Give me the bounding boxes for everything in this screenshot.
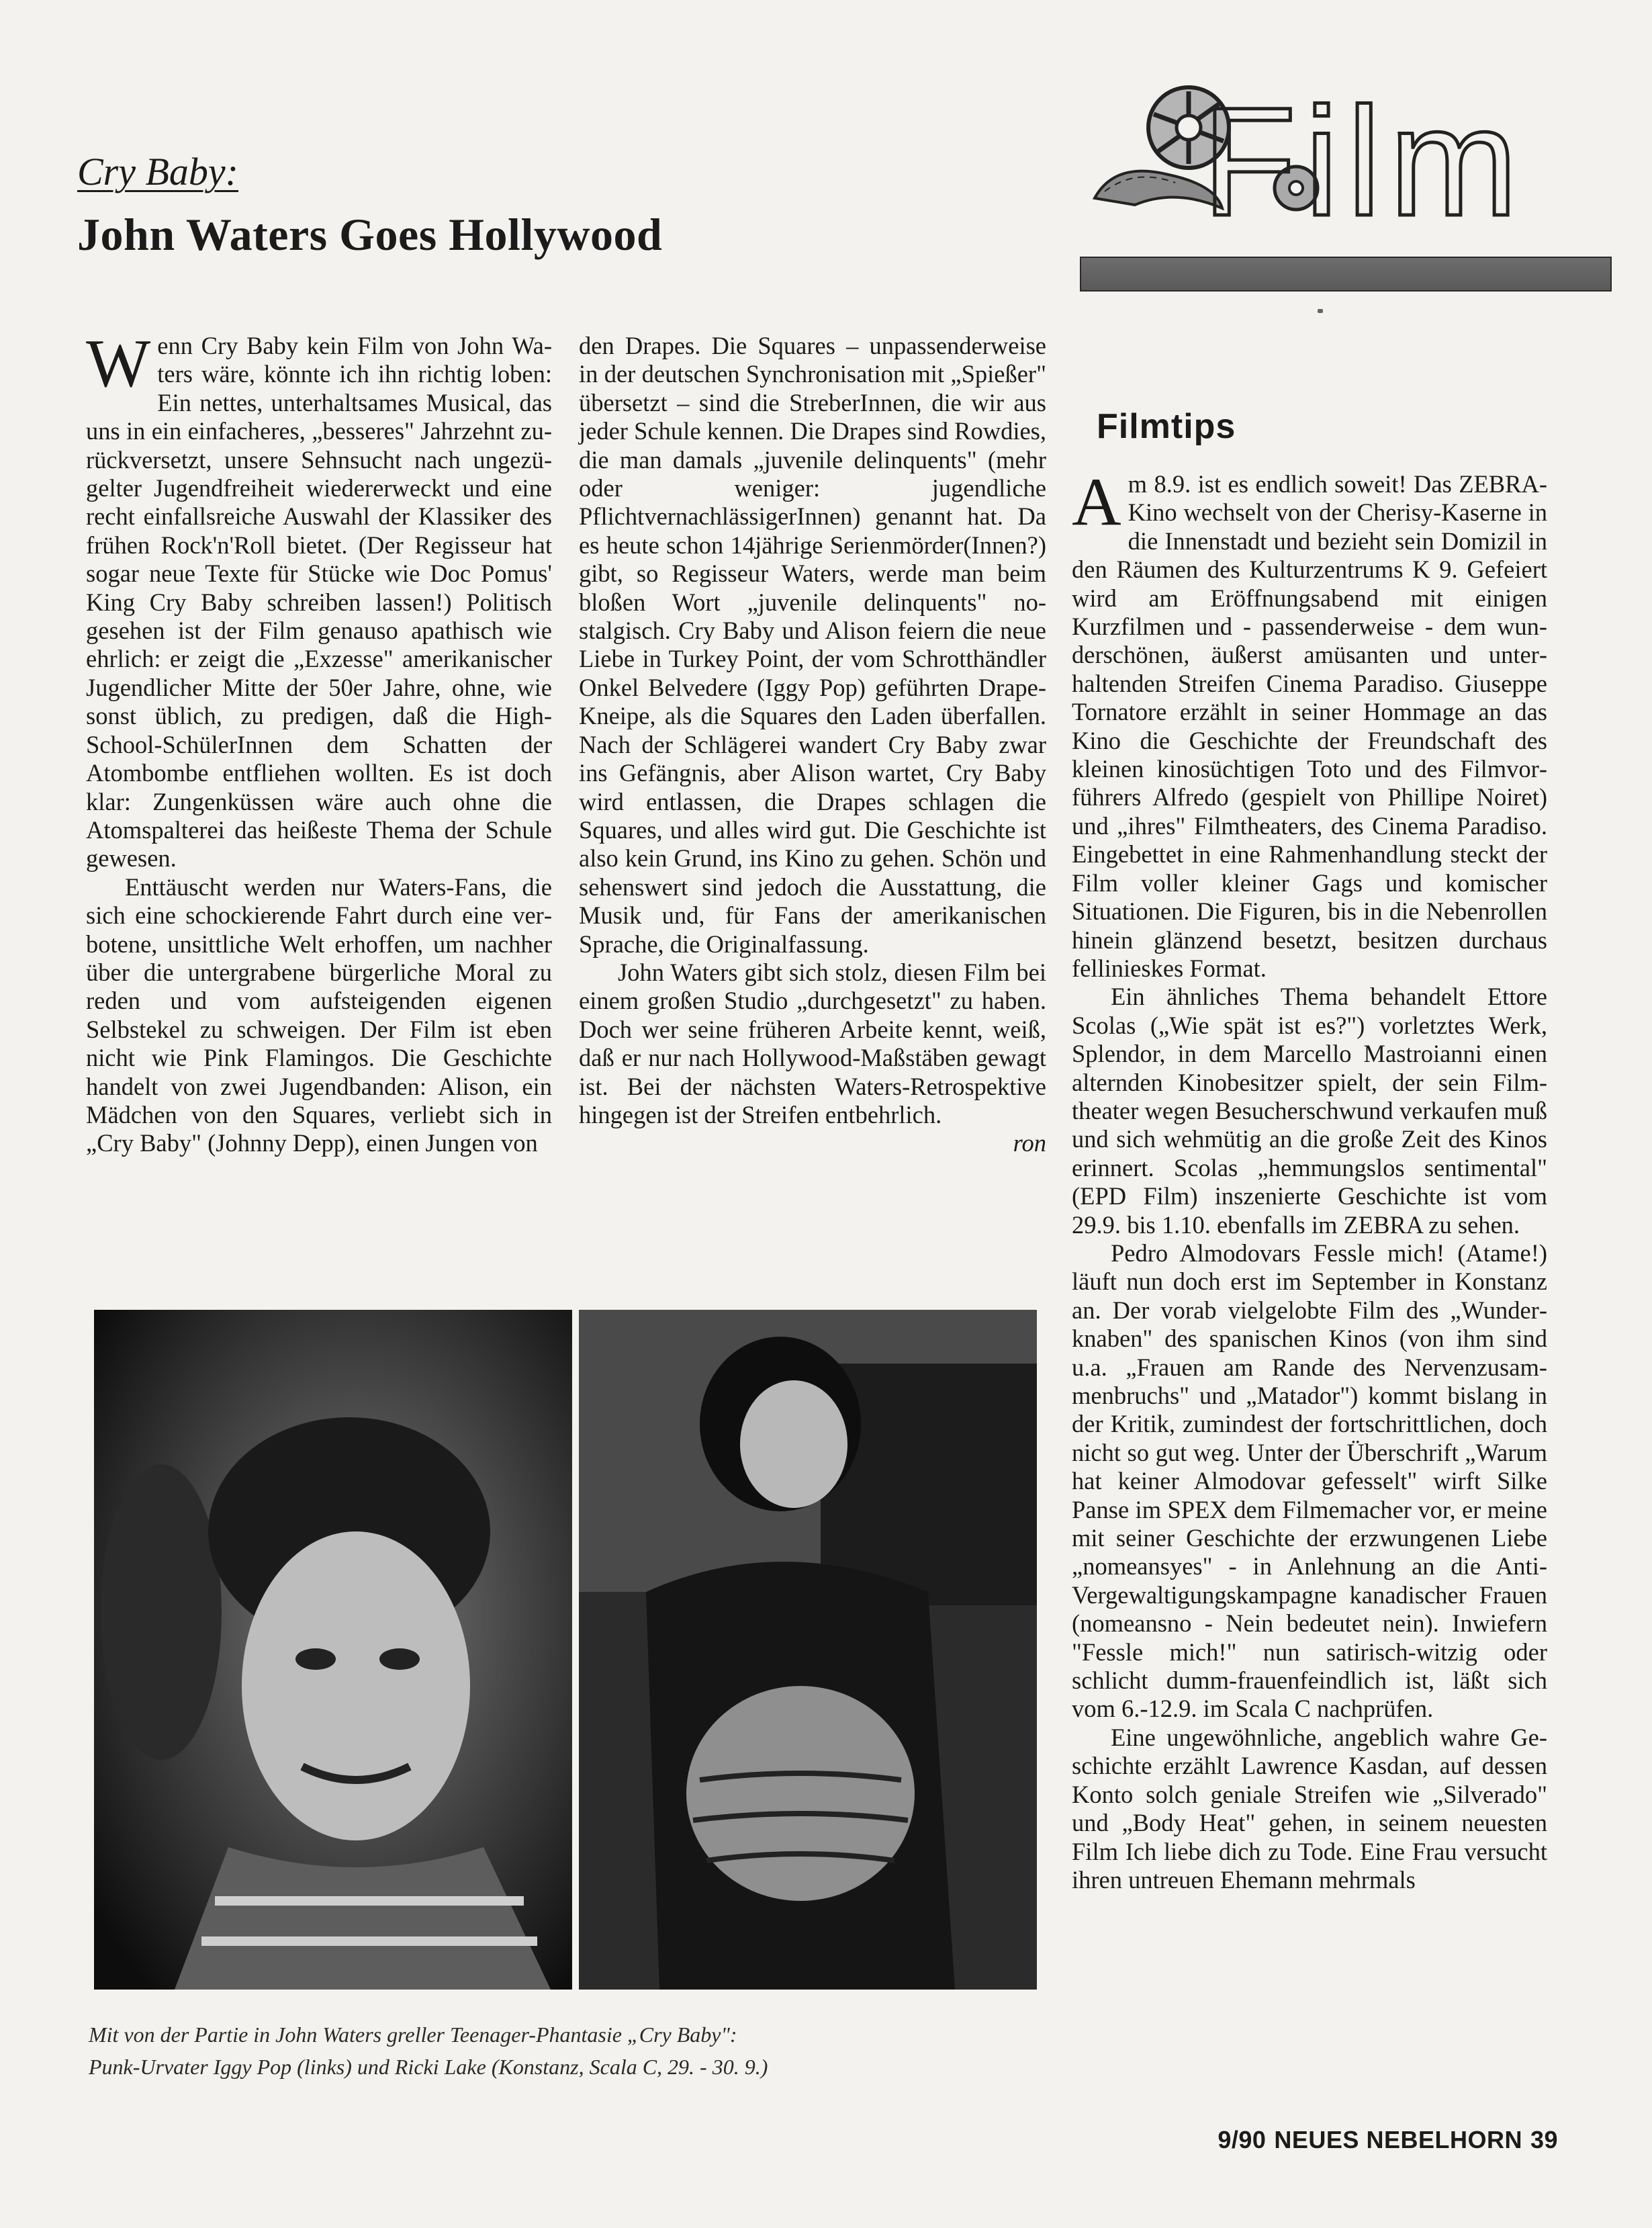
film-section-logo	[1074, 74, 1612, 235]
caption-line: Punk-Urvater Iggy Pop (links) und Ricki Lake (Konstanz, Scala C, 29. - 30. 9.)	[89, 2055, 768, 2079]
magazine-name: NEUES NEBELHORN	[1274, 2126, 1522, 2153]
section-bar	[1080, 257, 1612, 292]
issue-number: 9/90	[1218, 2126, 1267, 2153]
page-number: 39	[1530, 2126, 1558, 2153]
section-title: Filmtips	[1097, 407, 1236, 446]
article-column-2	[579, 332, 1046, 1158]
filmtips-paragraph: Am 8.9. ist es endlich soweit! Das ZEBRA-Kino wechselt von der Cherisy-Kaserne in die Innenstadt und bezieht sein Domizil in den Räumen des Kulturzentrums K 9. Gefeiert wird am Eröffnungsabend mit einigen Kurzfilmen und - passenderweise - dem wunderschönen, äußerst amüsanten und unterhaltenden Streifen Cinema Paradiso. Giuseppe Tornatore erzählt in seiner Hommage an das Kino die Geschichte der Freundschaft des kleinen kinosüchtigen Toto und des Filmvorführers Alfredo (gespielt von Phillipe Noiret) und „ihres" Filmtheaters, des Cinema Paradiso. Eingebettet in eine Rahmenhandlung steckt der Film voller kleiner Gags und komischer Situationen. Die Figuren, bis in die Nebenrollen hinein glänzend besetzt, besitzen durchaus fellinieskes Format.	[1072, 464, 1547, 982]
photo-caption	[89, 2018, 1049, 2083]
page-footer	[1182, 2126, 1558, 2154]
article-paragraph: Wenn Cry Baby kein Film von John Waters wäre, könnte ich ihn richtig loben: Ein nettes, unterhaltsames Musical, das uns in ein einfacheres, „besseres" Jahrzehnt zurückversetzt, unsere Sehnsucht nach ungezügelter Jugendfreiheit wiedererweckt und eine recht einfallsreiche Auswahl der Klassiker des frühen Rock'n'Roll bietet. (Der Regisseur hat sogar neue Texte für Stücke wie Doc Pomus' King Cry Baby schreiben lassen!) Politisch gesehen ist der Film genauso apathisch wie ehrlich: er zeigt die „Exzesse" amerikanischer Jugendlicher Mitte der 50er Jahre, ohne, wie sonst üblich, zu predigen, daß die High-School-SchülerInnen dem Schatten der Atombombe entfliehen wollten. Es ist doch klar: Zungenküssen wäre auch ohne die Atomspalterei das heißeste Thema der Schule gewesen.	[86, 326, 552, 873]
article-kicker: Cry Baby:	[77, 150, 238, 193]
filmtips-column	[1072, 464, 1547, 1894]
photo-ricki-lake	[579, 1310, 1037, 1990]
print-speck	[1318, 309, 1323, 313]
logo-text: Film	[1202, 75, 1526, 235]
caption-line: Mit von der Partie in John Waters greller Teenager-Phantasie „Cry Baby":	[89, 2022, 737, 2047]
film-reel-icon	[1074, 74, 1612, 235]
article-paragraph: den Drapes. Die Squares – unpassenderweise in der deutschen Synchronisation mit „Spießer" übersetzt – sind die StreberInnen, die wir aus jeder Schule kennen. Die Drapes sind Rowdies, die man damals „juvenile delinquents" (mehr oder weniger: jugendliche PflichtvernachlässigerInnen) genannt hat. Da es heute schon 14jährige Serienmörder(Innen?) gibt, so Regisseur Waters, werde man beim bloßen Wort „juvenile delinquents" nostalgisch. Cry Baby und Alison feiern die neue Liebe in Turkey Point, der vom Schrotthändler Onkel Belvedere (Iggy Pop) geführten Drape-Kneipe, als die Squares den Laden überfallen. Nach der Schlägerei wandert Cry Baby zwar ins Gefängnis, aber Alison wartet, Cry Baby wird entlassen, die Drapes schlagen die Squares, und alles wird gut. Die Geschichte ist also kein Grund, ins Kino zu gehen. Schön und sehenswert sind jedoch die Ausstattung, die Musik und, für Fans der amerikanischen Sprache, die Originalfassung.	[579, 332, 1046, 958]
author-signature: ron	[1013, 1129, 1046, 1157]
filmtips-paragraph: Ein ähnliches Thema behandelt Ettore Scolas („Wie spät ist es?") vorletztes Werk, Splendor, in dem Marcello Mastroianni einen alternden Kinobesitzer spielt, der sein Filmtheater wegen Besucherschwund verkaufen muß und sich wehmütig an die große Zeit des Kinos erinnert. Scolas „hemmungslos sentimental" (EPD Film) inszenierte Geschichte ist vom 29.9. bis 1.10. ebenfalls im ZEBRA zu sehen.	[1072, 983, 1547, 1239]
article-headline: John Waters Goes Hollywood	[77, 209, 663, 260]
article-paragraph: Enttäuscht werden nur Waters-Fans, die sich eine schockierende Fahrt durch eine verbotene, unsittliche Welt erhoffen, um nachher über die untergrabene bürgerliche Moral zu reden und vom aufsteigenden eigenen Selbstekel zu schweigen. Der Film ist eben nicht wie Pink Flamingos. Die Geschichte handelt von zwei Jugendbanden: Alison, ein Mädchen von den Squares, verliebt sich in „Cry Baby" (Johnny Depp), einen Jungen von	[86, 873, 552, 1157]
drop-cap: W	[86, 326, 151, 402]
article-paragraph: John Waters gibt sich stolz, diesen Film bei einem großen Studio „durchgesetzt" zu haben. Doch wer seine früheren Arbeite kennt, weiß, daß er nur nach Hollywood-Maßstäben gewagt ist. Bei der nächsten Waters-Retrospektive hingegen ist der Streifen entbehrlich.	[579, 958, 1046, 1128]
drop-cap: A	[1072, 464, 1121, 540]
photo-iggy-pop	[94, 1310, 572, 1990]
filmtips-paragraph: Pedro Almodovars Fessle mich! (Atame!) läuft nun doch erst im September in Konstanz an. Der vorab vielgelobte Film des „Wunderknaben" des spanischen Kinos (von ihm sind u.a. „Frauen am Rande des Nervenzusammenbruchs" und „Matador") kommt bislang in der Kritik, zumindest der fortschrittlichen, doch nicht so gut weg. Unter der Überschrift „Warum hat keiner Almodovar gefesselt" wirft Silke Panse im SPEX dem Filmemacher vor, er meine mit seiner Geschichte der erzwungenen Liebe „nomeansyes" - in Anlehnung an die Anti-Vergewaltigungskampagne kanadischer Frauen (nomeansno - Nein bedeutet nein). Inwiefern "Fessle mich!" nun satirisch-witzig oder schlicht dumm-frauenfeindlich ist, läßt sich vom 6.-12.9. im Scala C nachprüfen.	[1072, 1239, 1547, 1723]
article-column-1	[86, 326, 552, 1158]
filmtips-paragraph: Eine ungewöhnliche, angeblich wahre Geschichte erzählt Lawrence Kasdan, auf dessen Konto solch geniale Streifen wie „Silverado" und „Body Heat" gehen, in seinem neuesten Film Ich liebe dich zu Tode. Eine Frau versucht ihren untreuen Ehemann mehrmals	[1072, 1723, 1547, 1893]
